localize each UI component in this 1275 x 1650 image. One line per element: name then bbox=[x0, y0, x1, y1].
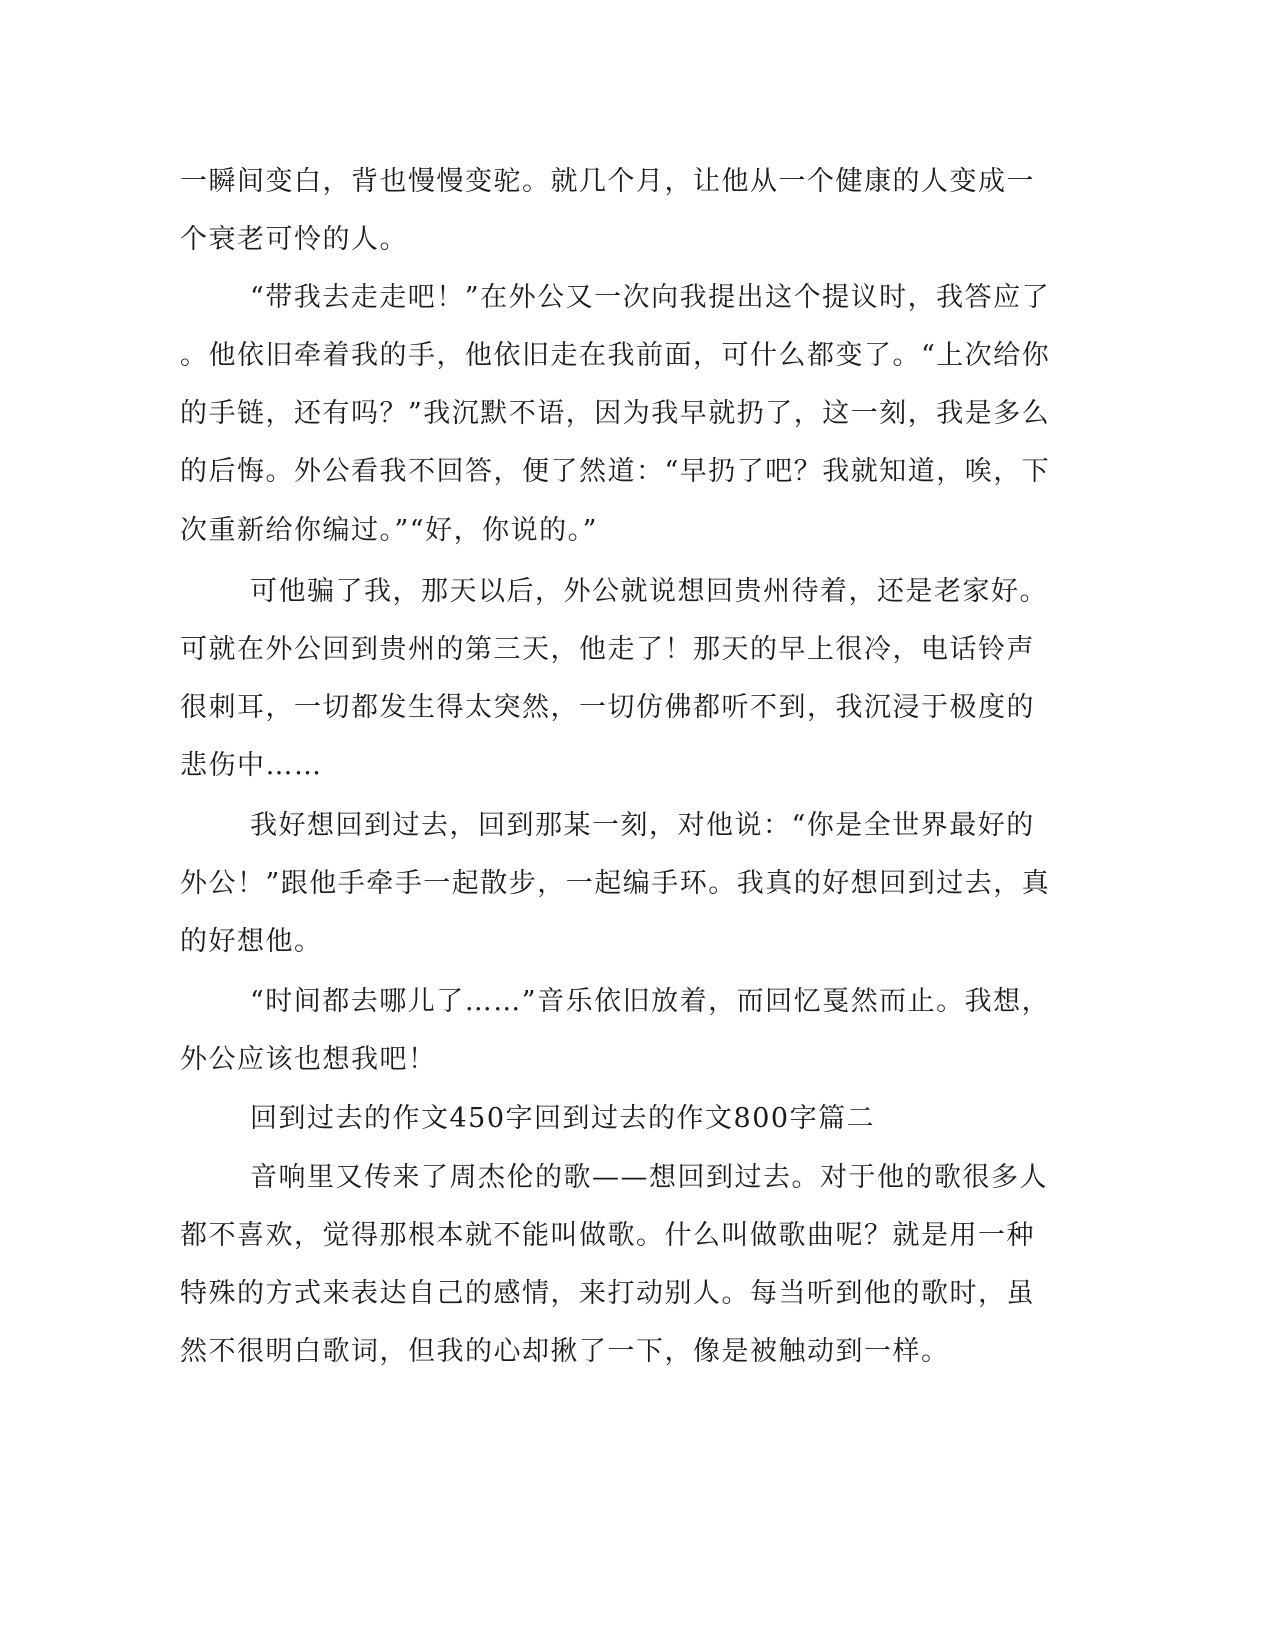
text-line: 特殊的方式来表达自己的感情，来打动别人。每当听到他的歌时，虽 bbox=[180, 1278, 1035, 1309]
text-line: 外公应该也想我吧！ bbox=[180, 1044, 437, 1075]
text-line: 然不很明白歌词，但我的心却揪了一下，像是被触动到一样。 bbox=[180, 1336, 950, 1367]
text-line: 的手链，还有吗？”我沉默不语，因为我早就扔了，这一刻，我是多么 bbox=[180, 398, 1051, 429]
section-heading: 回到过去的作文450字回到过去的作文800字篇二 bbox=[250, 1103, 876, 1134]
text-line: 我好想回到过去，回到那某一刻，对他说：“你是全世界最好的 bbox=[250, 810, 1035, 841]
text-line: 可就在外公回到贵州的第三天，他走了！那天的早上很冷，电话铃声 bbox=[180, 634, 1035, 665]
text-line: 很刺耳，一切都发生得太突然，一切仿佛都听不到，我沉浸于极度的 bbox=[180, 692, 1035, 723]
text-line: 都不喜欢，觉得那根本就不能叫做歌。什么叫做歌曲呢？就是用一种 bbox=[180, 1220, 1035, 1251]
text-line: “时间都去哪儿了……”音乐依旧放着，而回忆戛然而止。我想， bbox=[250, 986, 1051, 1017]
text-line: 的好想他。 bbox=[180, 926, 323, 957]
text-line: 可他骗了我，那天以后，外公就说想回贵州待着，还是老家好。 bbox=[250, 576, 1048, 607]
text-line: 。他依旧牵着我的手，他依旧走在我前面，可什么都变了。“上次给你 bbox=[180, 340, 1051, 371]
text-line: 次重新给你编过。”“好，你说的。” bbox=[180, 515, 598, 546]
text-line: 悲伤中…… bbox=[180, 750, 323, 781]
text-line: 外公！”跟他手牵手一起散步，一起编手环。我真的好想回到过去，真 bbox=[180, 868, 1051, 899]
text-line: 的后悔。外公看我不回答，便了然道：“早扔了吧？我就知道，唉，下 bbox=[180, 456, 1051, 487]
text-line: 音响里又传来了周杰伦的歌——想回到过去。对于他的歌很多人 bbox=[250, 1162, 1048, 1193]
text-line: 一瞬间变白，背也慢慢变驼。就几个月，让他从一个健康的人变成一 bbox=[180, 166, 1035, 197]
text-line: “带我去走走吧！”在外公又一次向我提出这个提议时，我答应了 bbox=[250, 282, 1051, 313]
text-line: 个衰老可怜的人。 bbox=[180, 224, 408, 255]
